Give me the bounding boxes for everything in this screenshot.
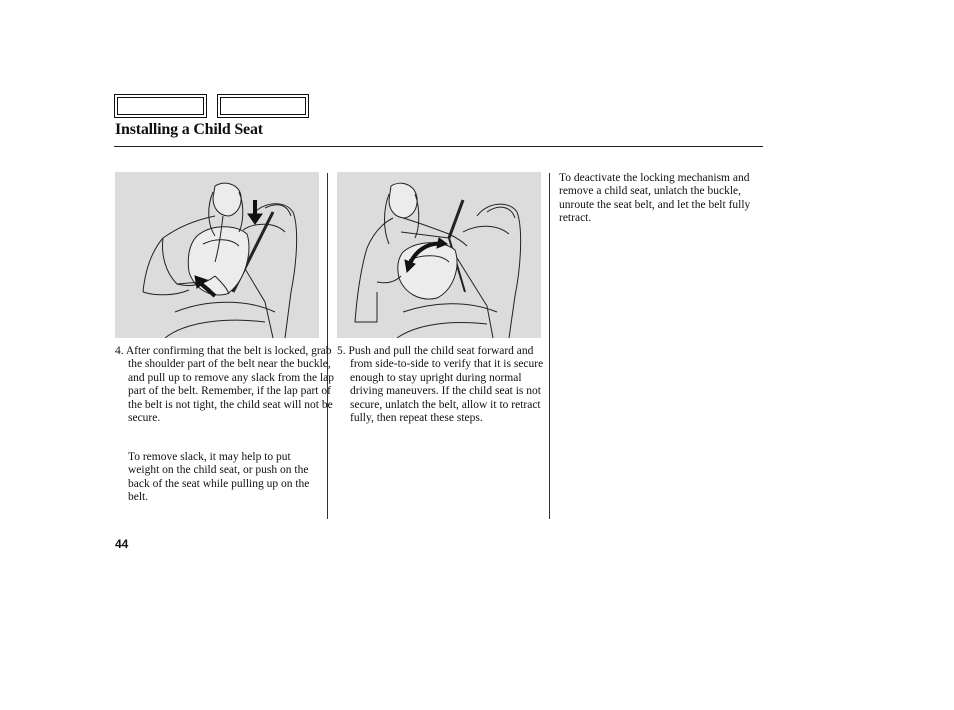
header-tab-1 [114,94,207,118]
child-seat-remove-slack-illustration [115,172,319,338]
deactivate-locking-text: To deactivate the locking mechanism and remove a child seat, unlatch the buckle, unroute the seat belt, and let the belt fully retract. [559,172,751,225]
child-seat-push-pull-illustration [337,172,541,338]
step-4-note-text: To remove slack, it may help to put weight on the child seat, or push on the back of the seat while pulling up on the belt. [128,451,310,504]
page-number: 44 [115,537,129,551]
title-rule [114,146,763,147]
header-tab-2 [217,94,309,118]
step-5-text: 5. Push and pull the child seat forward and from side-to-side to verify that it is secure enough to stay upright during normal driving maneuvers. If the child seat is not secure, unlatch the belt, allow it to retract fully, then repeat these steps. [337,345,544,425]
page-title: Installing a Child Seat [115,121,263,138]
step-4-text: 4. After confirming that the belt is locked, grab the shoulder part of the belt near the buckle, and pull up to remove any slack from the lap part of the belt. Remember, if the lap part of the belt is not tight, the child seat will not be secure. [115,345,334,425]
